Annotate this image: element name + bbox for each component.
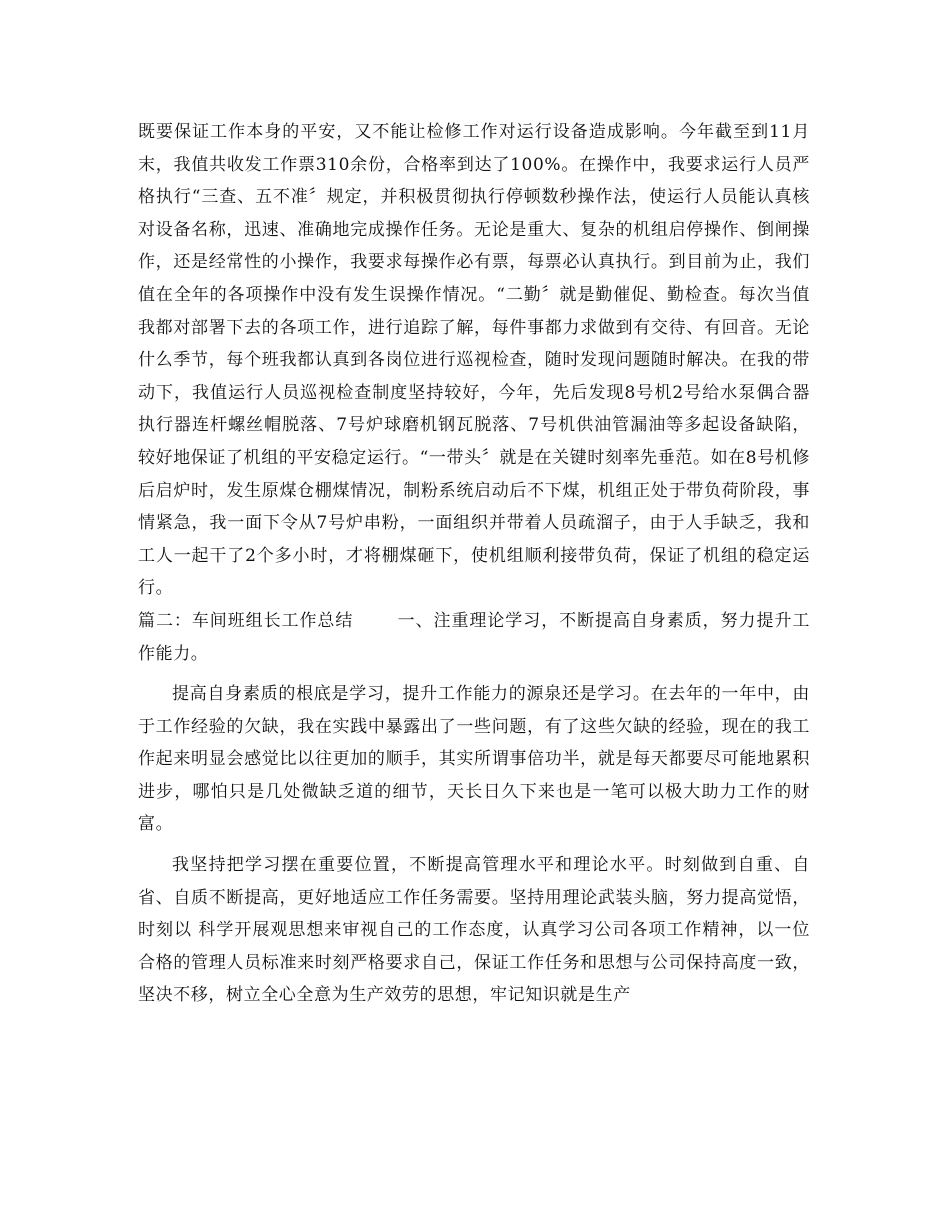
paragraph-3: 我坚持把学习摆在重要位置，不断提高管理水平和理论水平。时刻做到自重、自省、自质不断提高，更好地适应工作任务需要。坚持用理论武装头脑，努力提高觉悟，时刻以 科学开展观思想来审视自己的工作态度，认真学习公司各项工作精神，以一位合格的管理人员标准来时刻严格要求自己，保证工作任务和思想与公司保持高度一致，坚决不移，树立全心全意为生产效劳的思想，牢记知识就是生产 bbox=[138, 855, 810, 1006]
section-heading-label: 篇二：车间班组长工作总结 bbox=[138, 610, 354, 631]
paragraph-1: 既要保证工作本身的平安，又不能让检修工作对运行设备造成影响。今年截至到11月末，我值共收发工作票310余份，合格率到达了100%。在操作中，我要求运行人员严格执行“三查、五不准〞规定，并积极贯彻执行停顿数秒操作法，使运行人员能认真核对设备名称，迅速、准确地完成操作任务。无论是重大、复杂的机组启停操作、倒闸操作，还是经常性的小操作，我要求每操作必有票，每票必认真执行。到目前为止，我们值在全年的各项操作中没有发生误操作情况。“二勤〞就是勤催促、勤检查。每次当值我都对部署下去的各项工作，进行追踪了解，每件事都力求做到有交待、有回音。无论什么季节，每个班我都认真到各岗位进行巡视检查，随时发现问题随时解决。在我的带动下，我值运行人员巡视检查制度坚持较好，今年，先后发现8号机2号给水泵偶合器执行器连杆螺丝帽脱落、7号炉球磨机钢瓦脱落、7号机供油管漏油等多起设备缺陷，较好地保证了机组的平安稳定运行。“一带头〞就是在关键时刻率先垂范。如在8号机修后启炉时，发生原煤仓棚煤情况，制粉系统启动后不下煤，机组正处于带负荷阶段，事情紧急，我一面下令从7号炉串粉，一面组织并带着人员疏溜子，由于人手缺乏，我和工人一起干了2个多小时，才将棚煤砸下，使机组顺利接带负荷，保证了机组的稳定运行。 bbox=[138, 122, 810, 599]
section-heading-text: 一、注重理论学习，不断提高自身素质，努力提升工作能力。 bbox=[138, 610, 810, 664]
paragraph-2: 提高自身素质的根底是学习，提升工作能力的源泉还是学习。在去年的一年中，由于工作经验的欠缺，我在实践中暴露出了一些问题，有了这些欠缺的经验，现在的我工作起来明显会感觉比以往更加的顺手，其实所谓事倍功半，就是每天都要尽可能地累积进步，哪怕只是几处微缺乏道的细节，天长日久下来也是一笔可以极大助力工作的财富。 bbox=[138, 684, 810, 835]
section-heading bbox=[138, 605, 810, 670]
document-body bbox=[138, 116, 810, 1012]
